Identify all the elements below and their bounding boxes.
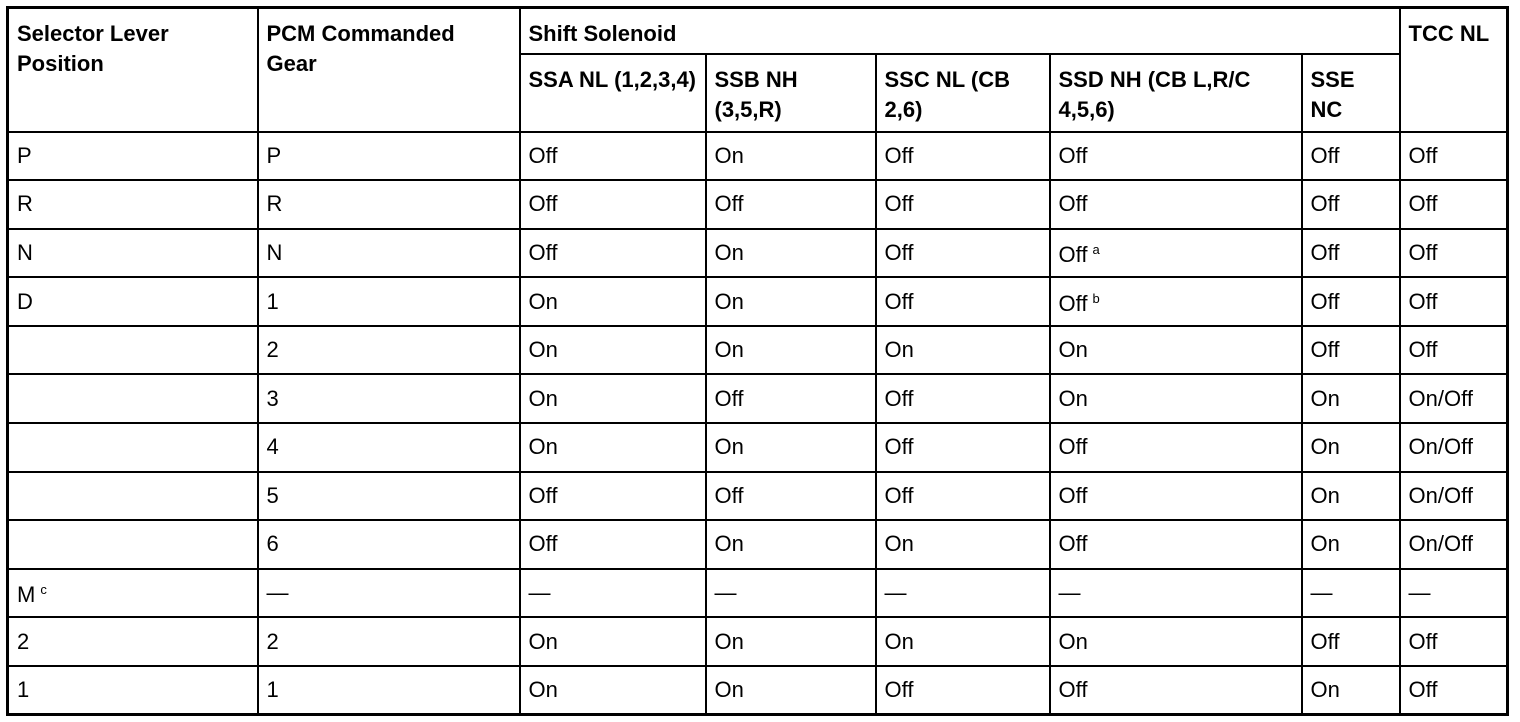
ssa-cell — [520, 569, 706, 618]
header-ssc: SSC NL (CB 2,6) — [876, 54, 1050, 132]
ssc-cell-value: Off — [884, 434, 914, 460]
tcc-cell — [1400, 132, 1508, 181]
footnote-marker: b — [1092, 291, 1100, 307]
ssc-cell — [876, 180, 1050, 229]
tcc-cell-value: On/Off — [1408, 385, 1473, 411]
ssc-cell — [876, 569, 1050, 618]
footnote-marker: a — [1092, 242, 1100, 258]
ssb-cell-value: Off — [714, 385, 744, 411]
ssd-cell — [1050, 423, 1302, 472]
ssa-cell — [520, 180, 706, 229]
sse-cell — [1302, 569, 1400, 618]
header-selector-lever-position: Selector Lever Position — [8, 8, 258, 132]
selector-cell-value: R — [17, 191, 33, 217]
sse-cell — [1302, 666, 1400, 715]
footnote-marker: c — [40, 582, 47, 598]
sse-cell-value: On — [1310, 434, 1340, 460]
pcm-gear-cell-value: 1 — [266, 676, 279, 702]
tcc-cell — [1400, 180, 1508, 229]
table-row — [8, 229, 1508, 278]
tcc-cell-value: Off — [1408, 676, 1438, 702]
selector-cell — [8, 666, 258, 715]
ssb-cell-value: On — [714, 142, 744, 168]
ssa-cell-value: On — [528, 676, 558, 702]
ssd-cell — [1050, 180, 1302, 229]
ssa-cell-value: On — [528, 288, 558, 314]
ssd-cell — [1050, 326, 1302, 375]
ssc-cell-value: On — [884, 628, 914, 654]
ssb-cell — [706, 423, 876, 472]
sse-cell-value: Off — [1310, 191, 1340, 217]
ssb-cell-value: On — [714, 676, 744, 702]
ssa-cell — [520, 277, 706, 326]
ssa-cell — [520, 229, 706, 278]
ssc-cell — [876, 617, 1050, 666]
tcc-cell-value: Off — [1408, 239, 1438, 265]
selector-cell-value: P — [17, 142, 32, 168]
selector-cell-value: 1 — [17, 676, 30, 702]
sse-cell-value: Off — [1310, 239, 1340, 265]
ssa-cell — [520, 666, 706, 715]
tcc-cell — [1400, 472, 1508, 521]
ssb-cell — [706, 569, 876, 618]
sse-cell — [1302, 229, 1400, 278]
sse-cell-value: — — [1310, 579, 1333, 605]
ssc-cell-value: — — [884, 579, 907, 605]
sse-cell — [1302, 472, 1400, 521]
selector-cell-value: D — [17, 288, 33, 314]
sse-cell-value: Off — [1310, 628, 1340, 654]
ssb-cell-value: On — [714, 434, 744, 460]
ssb-cell — [706, 132, 876, 181]
sse-cell — [1302, 277, 1400, 326]
ssd-cell-value: Off — [1058, 291, 1088, 317]
tcc-cell-value: On/Off — [1408, 434, 1473, 460]
pcm-gear-cell — [258, 666, 520, 715]
ssc-cell-value: Off — [884, 385, 914, 411]
table-row — [8, 617, 1508, 666]
pcm-gear-cell — [258, 180, 520, 229]
selector-cell-value: M — [17, 582, 36, 608]
ssd-cell — [1050, 472, 1302, 521]
pcm-gear-cell — [258, 229, 520, 278]
ssd-cell-value: Off — [1058, 142, 1088, 168]
ssa-cell — [520, 132, 706, 181]
selector-cell — [8, 520, 258, 569]
tcc-cell-value: — — [1408, 579, 1431, 605]
tcc-cell — [1400, 617, 1508, 666]
tcc-cell-value: Off — [1408, 288, 1438, 314]
header-row-1 — [8, 8, 1508, 54]
sse-cell-value: On — [1310, 676, 1340, 702]
pcm-gear-cell-value: N — [266, 239, 283, 265]
ssb-cell — [706, 472, 876, 521]
ssd-cell — [1050, 617, 1302, 666]
ssd-cell-value: Off — [1058, 434, 1088, 460]
selector-cell — [8, 132, 258, 181]
pcm-gear-cell-value: 4 — [266, 434, 279, 460]
sse-cell — [1302, 132, 1400, 181]
sse-cell-value: Off — [1310, 337, 1340, 363]
ssa-cell-value: On — [528, 385, 558, 411]
header-tcc: TCC NL — [1400, 8, 1508, 132]
sse-cell — [1302, 374, 1400, 423]
ssb-cell — [706, 374, 876, 423]
ssb-cell — [706, 520, 876, 569]
table-row — [8, 666, 1508, 715]
tcc-cell-value: On/Off — [1408, 482, 1473, 508]
tcc-cell — [1400, 229, 1508, 278]
tcc-cell-value: Off — [1408, 191, 1438, 217]
sse-cell-value: On — [1310, 385, 1340, 411]
ssc-cell-value: Off — [884, 191, 914, 217]
ssa-cell-value: Off — [528, 142, 558, 168]
ssb-cell — [706, 277, 876, 326]
ssb-cell — [706, 180, 876, 229]
header-ssa: SSA NL (1,2,3,4) — [520, 54, 706, 132]
ssd-cell-value: Off — [1058, 531, 1088, 557]
tcc-cell — [1400, 423, 1508, 472]
ssa-cell-value: Off — [528, 239, 558, 265]
pcm-gear-cell-value: 3 — [266, 385, 279, 411]
header-sse: SSE NC — [1302, 54, 1400, 132]
tcc-cell — [1400, 666, 1508, 715]
ssd-cell-value: On — [1058, 337, 1088, 363]
ssa-cell — [520, 617, 706, 666]
ssb-cell-value: On — [714, 239, 744, 265]
sse-cell — [1302, 326, 1400, 375]
table-row — [8, 132, 1508, 181]
selector-cell — [8, 472, 258, 521]
ssd-cell-value: Off — [1058, 242, 1088, 268]
ssb-cell-value: On — [714, 337, 744, 363]
ssa-cell — [520, 472, 706, 521]
sse-cell — [1302, 520, 1400, 569]
header-ssd: SSD NH (CB L,R/C 4,5,6) — [1050, 54, 1302, 132]
ssc-cell-value: Off — [884, 288, 914, 314]
pcm-gear-cell-value: P — [266, 142, 282, 168]
ssd-cell-value: Off — [1058, 482, 1088, 508]
ssa-cell — [520, 520, 706, 569]
pcm-gear-cell-value: 2 — [266, 628, 279, 654]
pcm-gear-cell-value: — — [266, 579, 289, 605]
tcc-cell — [1400, 326, 1508, 375]
ssd-cell-value: Off — [1058, 676, 1088, 702]
ssa-cell — [520, 326, 706, 375]
sse-cell — [1302, 617, 1400, 666]
ssc-cell-value: On — [884, 531, 914, 557]
ssd-cell — [1050, 569, 1302, 618]
ssd-cell — [1050, 277, 1302, 326]
ssc-cell — [876, 472, 1050, 521]
ssc-cell — [876, 666, 1050, 715]
ssd-cell-value: — — [1058, 579, 1081, 605]
pcm-gear-cell-value: 6 — [266, 531, 279, 557]
ssa-cell-value: On — [528, 434, 558, 460]
ssc-cell — [876, 326, 1050, 375]
header-pcm-commanded-gear: PCM Commanded Gear — [258, 8, 520, 132]
table-row — [8, 472, 1508, 521]
ssb-cell — [706, 326, 876, 375]
table-row — [8, 180, 1508, 229]
ssd-cell — [1050, 374, 1302, 423]
header-shift-solenoid: Shift Solenoid — [520, 8, 1400, 54]
table-row — [8, 374, 1508, 423]
ssc-cell — [876, 277, 1050, 326]
ssb-cell — [706, 229, 876, 278]
ssb-cell-value: On — [714, 628, 744, 654]
ssc-cell-value: On — [884, 337, 914, 363]
tcc-cell-value: Off — [1408, 628, 1438, 654]
ssa-cell-value: Off — [528, 482, 558, 508]
sse-cell-value: Off — [1310, 288, 1340, 314]
sse-cell-value: Off — [1310, 142, 1340, 168]
ssb-cell-value: Off — [714, 191, 744, 217]
ssd-cell — [1050, 132, 1302, 181]
ssd-cell-value: Off — [1058, 191, 1088, 217]
selector-cell — [8, 374, 258, 423]
ssa-cell-value: On — [528, 337, 558, 363]
header-ssb: SSB NH (3,5,R) — [706, 54, 876, 132]
pcm-gear-cell — [258, 520, 520, 569]
table-row — [8, 423, 1508, 472]
selector-cell-value: N — [17, 239, 33, 265]
ssc-cell — [876, 423, 1050, 472]
tcc-cell — [1400, 277, 1508, 326]
table-row — [8, 569, 1508, 618]
selector-cell — [8, 277, 258, 326]
ssd-cell-value: On — [1058, 385, 1088, 411]
sse-cell — [1302, 180, 1400, 229]
table-row — [8, 520, 1508, 569]
tcc-cell-value: On/Off — [1408, 531, 1473, 557]
ssd-cell — [1050, 520, 1302, 569]
ssa-cell — [520, 423, 706, 472]
ssc-cell — [876, 229, 1050, 278]
pcm-gear-cell-value: 2 — [266, 337, 279, 363]
ssb-cell-value: — — [714, 579, 737, 605]
ssc-cell — [876, 374, 1050, 423]
sse-cell-value: On — [1310, 482, 1340, 508]
pcm-gear-cell-value: 5 — [266, 482, 279, 508]
pcm-gear-cell — [258, 277, 520, 326]
table-row — [8, 326, 1508, 375]
pcm-gear-cell-value: R — [266, 191, 283, 217]
ssb-cell-value: On — [714, 288, 744, 314]
tcc-cell — [1400, 520, 1508, 569]
ssb-cell-value: Off — [714, 482, 744, 508]
ssc-cell-value: Off — [884, 676, 914, 702]
sse-cell-value: On — [1310, 531, 1340, 557]
sse-cell — [1302, 423, 1400, 472]
shift-solenoid-table — [6, 6, 1509, 716]
tcc-cell-value: Off — [1408, 337, 1438, 363]
selector-cell-value: 2 — [17, 628, 30, 654]
pcm-gear-cell — [258, 132, 520, 181]
pcm-gear-cell-value: 1 — [266, 288, 279, 314]
tcc-cell-value: Off — [1408, 142, 1438, 168]
ssc-cell — [876, 520, 1050, 569]
ssa-cell-value: Off — [528, 531, 558, 557]
ssd-cell-value: On — [1058, 628, 1088, 654]
ssd-cell — [1050, 666, 1302, 715]
ssb-cell — [706, 617, 876, 666]
ssa-cell-value: Off — [528, 191, 558, 217]
tcc-cell — [1400, 569, 1508, 618]
ssc-cell-value: Off — [884, 142, 914, 168]
selector-cell — [8, 229, 258, 278]
selector-cell — [8, 423, 258, 472]
pcm-gear-cell — [258, 617, 520, 666]
pcm-gear-cell — [258, 569, 520, 618]
ssc-cell-value: Off — [884, 482, 914, 508]
tcc-cell — [1400, 374, 1508, 423]
ssa-cell-value: — — [528, 579, 551, 605]
pcm-gear-cell — [258, 374, 520, 423]
table-body — [8, 132, 1508, 715]
table-row — [8, 277, 1508, 326]
ssd-cell — [1050, 229, 1302, 278]
selector-cell — [8, 569, 258, 618]
ssa-cell — [520, 374, 706, 423]
pcm-gear-cell — [258, 423, 520, 472]
ssb-cell — [706, 666, 876, 715]
ssc-cell — [876, 132, 1050, 181]
pcm-gear-cell — [258, 472, 520, 521]
ssb-cell-value: On — [714, 531, 744, 557]
pcm-gear-cell — [258, 326, 520, 375]
selector-cell — [8, 617, 258, 666]
table-header — [8, 8, 1508, 132]
ssc-cell-value: Off — [884, 239, 914, 265]
ssa-cell-value: On — [528, 628, 558, 654]
selector-cell — [8, 326, 258, 375]
selector-cell — [8, 180, 258, 229]
